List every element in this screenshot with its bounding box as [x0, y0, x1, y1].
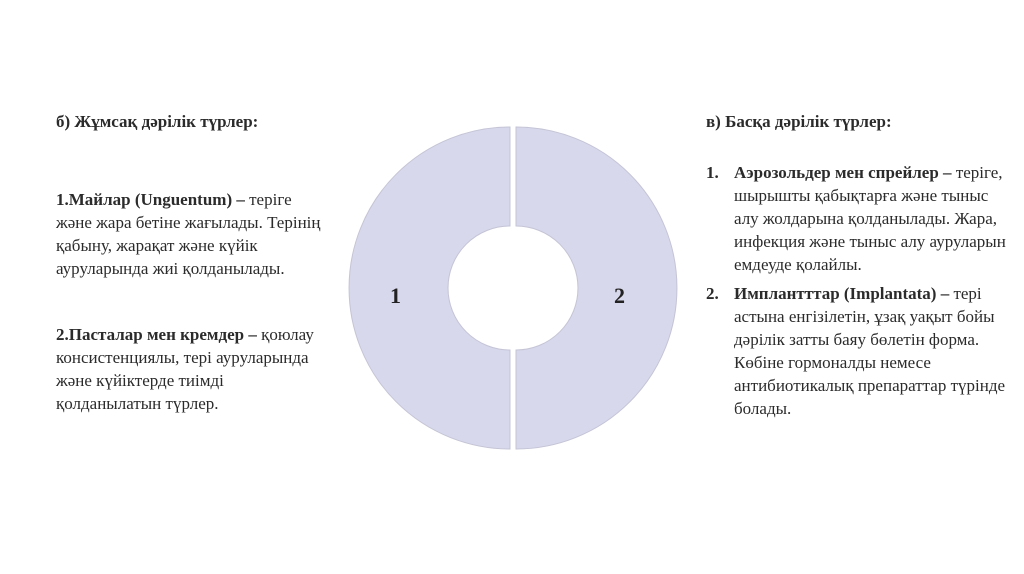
left-section-title: б) Жұмсақ дәрілік түрлер: — [56, 112, 259, 131]
right-section-title: в) Басқа дәрілік түрлер: — [706, 112, 892, 131]
right-list-item-aerosols — [706, 161, 1006, 276]
list-number: 1. — [706, 163, 719, 182]
left-item-ointments — [56, 188, 328, 280]
ring-segment-1 — [349, 127, 510, 449]
right-item-text: тері астына енгізілетін, ұзақ уақыт бойы дәрілік затты баяу бөлетін форма. Көбіне гормоналды немесе антибиотикалық препараттар түрінде болады. — [734, 284, 1006, 418]
right-list-item-implants — [706, 282, 1006, 420]
ring-segment-2 — [516, 127, 677, 449]
left-item-text: қоюлау консистенциялы, тері ауруларында және күйіктерде тиімді қолданылатын түрлер. — [56, 325, 314, 413]
right-item-text: теріге, шырышты қабықтарға және тыныс алу жолдарына қолданылады. Жара, инфекция және тыныс алу ауруларын емдеуде қолайлы. — [734, 163, 1006, 274]
right-item-heading: Аэрозольдер мен спрейлер – — [734, 163, 952, 182]
left-item-heading: 1.Майлар (Unguentum) – — [56, 190, 245, 209]
right-list — [706, 161, 1006, 426]
left-item-heading: 2.Пасталар мен кремдер – — [56, 325, 257, 344]
list-number: 2. — [706, 284, 719, 303]
segment-label-1: 1 — [390, 283, 401, 308]
segment-label-2: 2 — [614, 283, 625, 308]
ring-diagram — [346, 123, 680, 453]
left-item-text: теріге және жара бетіне жағылады. Терінің қабыну, жарақат және күйік ауруларында жиі қолданылады. — [56, 190, 321, 278]
right-item-heading: Имплантттар (Implantata) – — [734, 284, 950, 303]
left-item-pastes-creams — [56, 323, 328, 415]
